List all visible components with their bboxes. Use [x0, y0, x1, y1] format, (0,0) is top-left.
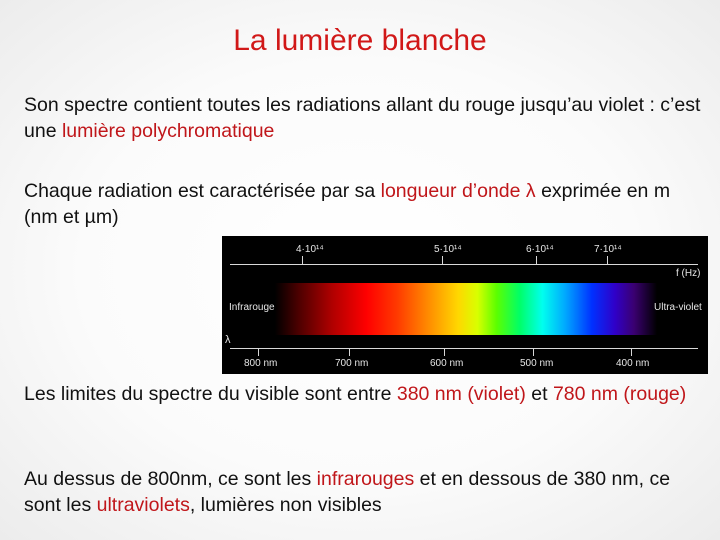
paragraph-text: Au dessus de 800nm, ce sont les [24, 468, 317, 490]
slide-title: La lumière blanche [233, 24, 487, 57]
spectrum-diagram [222, 236, 708, 374]
frequency-label: 6·10¹⁴ [526, 244, 554, 255]
wavelength-label: 800 nm [244, 358, 278, 369]
frequency-axis [230, 264, 698, 265]
highlight-red-limit: 780 nm (rouge) [552, 383, 687, 405]
wavelength-tick [533, 348, 534, 356]
frequency-label: 4·10¹⁴ [296, 244, 324, 255]
paragraph-visible-limits [24, 381, 704, 407]
wavelength-tick [444, 348, 445, 356]
paragraph-text: exprimée en m (nm et µm) [24, 180, 671, 228]
wavelength-label: 600 nm [430, 358, 464, 369]
paragraph-text: et [525, 383, 553, 405]
ultraviolet-label: Ultra-violet [654, 302, 702, 313]
lambda-symbol: λ [225, 334, 231, 346]
wavelength-label: 700 nm [335, 358, 369, 369]
paragraph-text: , lumières non visibles [189, 494, 382, 516]
frequency-axis-label: f (Hz) [676, 268, 701, 279]
wavelength-label: 400 nm [616, 358, 650, 369]
paragraph-invisible-light [24, 466, 704, 518]
paragraph-text: Son spectre contient toutes les radiations allant du rouge jusqu’au violet : c’est une [24, 94, 701, 142]
wavelength-tick [349, 348, 350, 356]
frequency-tick [536, 256, 537, 264]
highlight-wavelength: longueur d’onde λ [380, 180, 536, 202]
paragraph-text: Chaque radiation est caractérisée par sa [24, 180, 381, 202]
frequency-tick [302, 256, 303, 264]
highlight-polychromatic: lumière polychromatique [61, 120, 275, 142]
highlight-ultraviolet: ultraviolets [96, 494, 190, 516]
wavelength-axis [230, 348, 698, 349]
wavelength-tick [631, 348, 632, 356]
visible-spectrum-band [275, 283, 657, 335]
wavelength-label: 500 nm [520, 358, 554, 369]
highlight-infrared: infrarouges [316, 468, 415, 490]
frequency-label: 5·10¹⁴ [434, 244, 462, 255]
infrared-label: Infrarouge [229, 302, 275, 313]
wavelength-tick [258, 348, 259, 356]
paragraph-spectrum-definition [24, 92, 704, 144]
paragraph-text: Les limites du spectre du visible sont entre [24, 383, 397, 405]
frequency-tick [442, 256, 443, 264]
frequency-tick [607, 256, 608, 264]
paragraph-wavelength [24, 178, 704, 230]
frequency-label: 7·10¹⁴ [594, 244, 622, 255]
highlight-violet-limit: 380 nm (violet) [396, 383, 526, 405]
paragraph-text: et en dessous de 380 nm, ce sont les [24, 468, 671, 516]
